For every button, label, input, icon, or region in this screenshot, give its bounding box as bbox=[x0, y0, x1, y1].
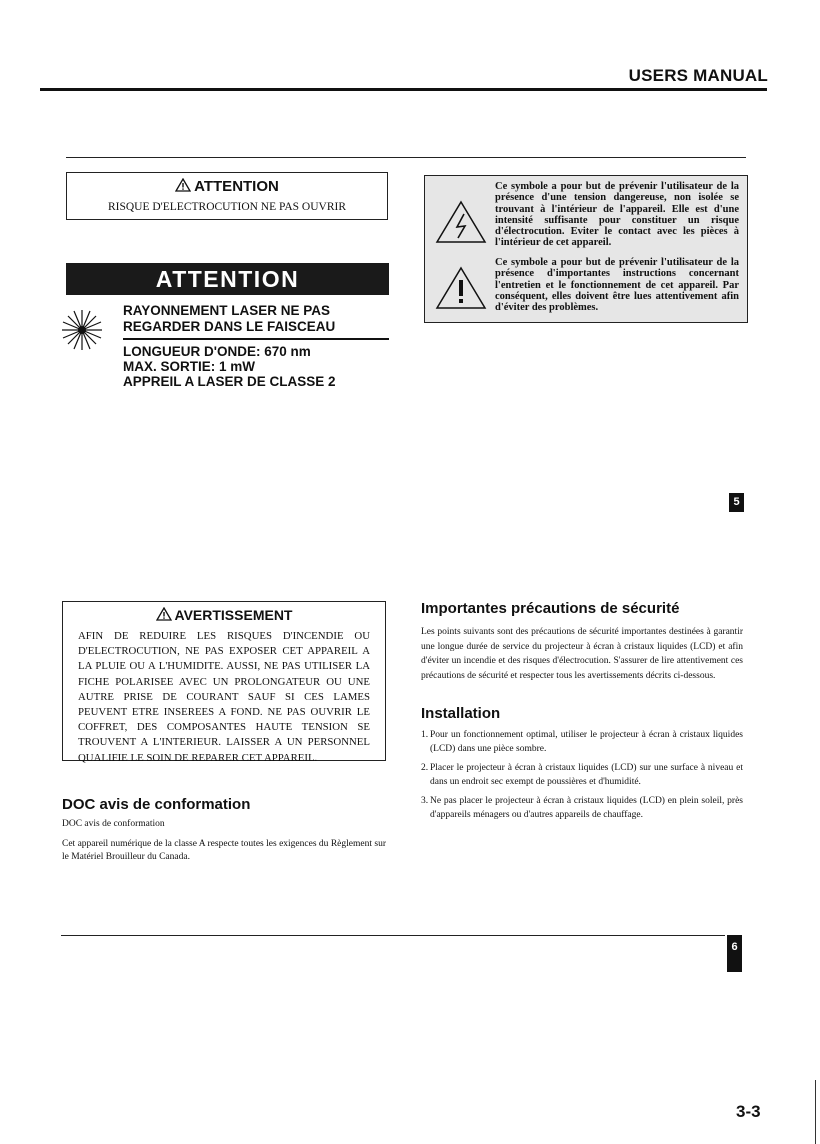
symbol-text-instructions: Ce symbole a pour but de prévenir l'utilisateur de la présence d'importantes instructions concernant l'entretien et le fonctionnement de cet appareil. Par conséquent, elles doivent être lues attentivement afin d'éviter des problèmes. bbox=[495, 257, 739, 314]
attention-title bbox=[67, 178, 387, 195]
precautions-body: Les points suivants sont des précautions de sécurité importantes destinées à garantir une longue durée de service du projecteur à écran à cristaux liquides (LCD) et afin d'éviter un incendie et des risques d'électrocution. S'assurer de lire attentivement ces précautions de sécurité et respecter tous les avertissements décrits ci-dessous. bbox=[421, 627, 743, 681]
installation-heading: Installation bbox=[421, 705, 501, 722]
precautions-heading: Importantes précautions de sécurité bbox=[421, 600, 680, 617]
warning-triangle-icon bbox=[175, 178, 191, 192]
list-item bbox=[421, 762, 743, 789]
laser-attention-band: ATTENTION bbox=[66, 263, 389, 295]
doc-subheading: DOC avis de conformation bbox=[62, 819, 165, 829]
laser-warning-line: RAYONNEMENT LASER NE PAS bbox=[123, 303, 331, 318]
list-item-text: Ne pas placer le projecteur à écran à cristaux liquides (LCD) en plein soleil, près d'appareils ménagers ou d'autres appareils de chauffage. bbox=[430, 796, 743, 820]
laser-warning-text bbox=[123, 303, 335, 335]
laser-warning-line: REGARDER DANS LE FAISCEAU bbox=[123, 319, 336, 334]
warning-title-text: AVERTISSEMENT bbox=[174, 607, 293, 623]
doc-body: Cet appareil numérique de la classe A respecte toutes les exigences du Règlement sur le Matériel Brouilleur du Canada. bbox=[62, 839, 386, 862]
list-item-number: 1. bbox=[421, 730, 429, 740]
list-item bbox=[421, 729, 743, 756]
page-number: 3-3 bbox=[736, 1102, 761, 1121]
laser-spec-line: LONGUEUR D'ONDE: 670 nm bbox=[123, 344, 311, 359]
list-item-number: 2. bbox=[421, 763, 429, 773]
warning-triangle-icon bbox=[156, 607, 172, 621]
warning-body: AFIN DE REDUIRE LES RISQUES D'INCENDIE OU D'ELECTROCUTION, NE PAS EXPOSER CET APPAREIL A LA PLUIE OU A L'HUMIDITE. AUSSI, NE PAS UTILISER LA FICHE POLARISEE AVEC UN PROLONGATEUR OU UNE AUTRE PRISE DE COURANT SAUF SI CES LAMES PEUVENT ETRE INSEREES A FOND. NE PAS OUVRIR LE COFFRET, DES COMPOSANTES HAUTE TENSION SE TROUVENT A L'INTERIEUR. LAISSER A UN PERSONNEL QUALIFIE LE SOIN DE REPARER CET APPAREIL. bbox=[78, 630, 370, 764]
attention-notice-box bbox=[66, 172, 388, 220]
exclamation-triangle-icon bbox=[435, 266, 487, 310]
section-rule bbox=[66, 157, 746, 158]
list-item-text: Placer le projecteur à écran à cristaux liquides (LCD) sur une surface à niveau et dans un endroit sec exempt de poussières et d'humidité. bbox=[430, 763, 743, 787]
page-badge-5: 5 bbox=[729, 493, 744, 512]
doc-heading: DOC avis de conformation bbox=[62, 796, 251, 813]
attention-title-text: ATTENTION bbox=[194, 178, 279, 195]
warning-title bbox=[63, 607, 385, 623]
laser-label-rule bbox=[123, 338, 389, 340]
warning-notice-box bbox=[62, 601, 386, 764]
list-item-number: 3. bbox=[421, 796, 429, 806]
symbol-text-shock: Ce symbole a pour but de prévenir l'utilisateur de la présence d'une tension dangereuse, non isolée se trouvant à l'intérieur de l'appareil. Elle est d'une intensité suffisante pour constituer un risque d'électrocution. Eviter le contact avec les pièces à l'intérieur de cet appareil. bbox=[495, 181, 739, 249]
page-header-title: USERS MANUAL bbox=[628, 66, 768, 85]
laser-spec-line: APPREIL A LASER DE CLASSE 2 bbox=[123, 374, 336, 389]
list-item-text: Pour un fonctionnement optimal, utiliser le projecteur à écran à cristaux liquides (LCD) dans une pièce sombre. bbox=[430, 730, 743, 754]
laser-spec-line: MAX. SORTIE: 1 mW bbox=[123, 359, 256, 374]
symbol-explanation-box bbox=[424, 175, 748, 323]
page-badge-6: 6 bbox=[727, 935, 742, 972]
header-rule bbox=[40, 88, 767, 91]
laser-starburst-icon bbox=[60, 308, 104, 352]
laser-spec-text bbox=[123, 344, 336, 389]
installation-list bbox=[421, 729, 743, 828]
page-edge-line bbox=[815, 1080, 816, 1144]
electric-shock-triangle-icon bbox=[435, 200, 487, 244]
bottom-rule bbox=[61, 935, 725, 936]
list-item bbox=[421, 795, 743, 822]
attention-subtitle: RISQUE D'ELECTROCUTION NE PAS OUVRIR bbox=[107, 201, 347, 213]
